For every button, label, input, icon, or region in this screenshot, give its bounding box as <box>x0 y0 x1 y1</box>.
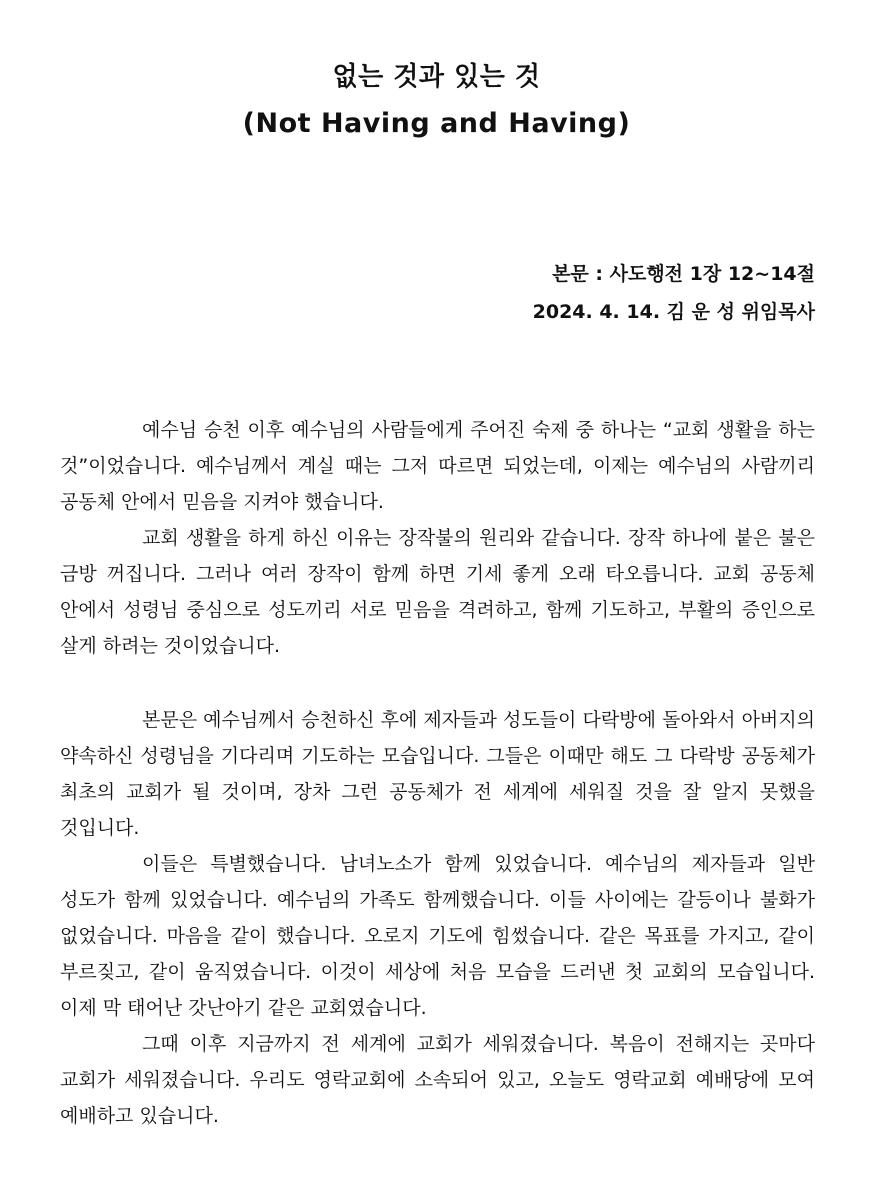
date-author: 2024. 4. 14. 김 운 성 위임목사 <box>532 301 815 323</box>
paragraph: 그때 이후 지금까지 전 세계에 교회가 세워졌습니다. 복음이 전해지는 곳마다 교회가 세워졌습니다. 우리도 영락교회에 소속되어 있고, 오늘도 영락교회 예배당에 모여 예배하고 있습니다. <box>60 1033 815 1127</box>
paragraph: 교회 생활을 하게 하신 이유는 장작불의 원리와 같습니다. 장작 하나에 붙은 불은 금방 꺼집니다. 그러나 여러 장작이 함께 하면 기세 좋게 오래 타오릅니다. 교회 공동체 안에서 성령님 중심으로 성도끼리 서로 믿음을 격려하고, 함께 기도하고, 부활의 증인으로 살게 하려는 것이었습니다. <box>60 527 815 657</box>
paragraph: 본문은 예수님께서 승천하신 후에 제자들과 성도들이 다락방에 돌아와서 아버지의 약속하신 성령님을 기다리며 기도하는 모습입니다. 그들은 이때만 해도 그 다락방 공동체가 최초의 교회가 될 것이며, 장차 그런 공동체가 전 세계에 세워질 것을 잘 알지 못했을 것입니다. <box>60 709 815 839</box>
body-section-2 <box>60 702 815 1134</box>
paragraph: 예수님 승천 이후 예수님의 사람들에게 주어진 숙제 중 하나는 “교회 생활을 하는 것”이었습니다. 예수님께서 계실 때는 그저 따르면 되었는데, 이제는 예수님의 사람끼리 공동체 안에서 믿음을 지켜야 했습니다. <box>60 419 815 513</box>
body-section-1 <box>60 412 815 664</box>
scripture-reference: 본문 : 사도행전 1장 12~14절 <box>552 263 815 285</box>
title-korean: 없는 것과 있는 것 <box>332 62 541 92</box>
title-english: (Not Having and Having) <box>242 108 631 139</box>
paragraph: 이들은 특별했습니다. 남녀노소가 함께 있었습니다. 예수님의 제자들과 일반 성도가 함께 있었습니다. 예수님의 가족도 함께했습니다. 이들 사이에는 갈등이나 불화가 없었습니다. 마음을 같이 했습니다. 오로지 기도에 힘썼습니다. 같은 목표를 가지고, 같이 부르짖고, 같이 움직였습니다. 이것이 세상에 처음 모습을 드러낸 첫 교회의 모습입니다. 이제 막 태어난 갓난아기 같은 교회였습니다. <box>60 853 815 1019</box>
